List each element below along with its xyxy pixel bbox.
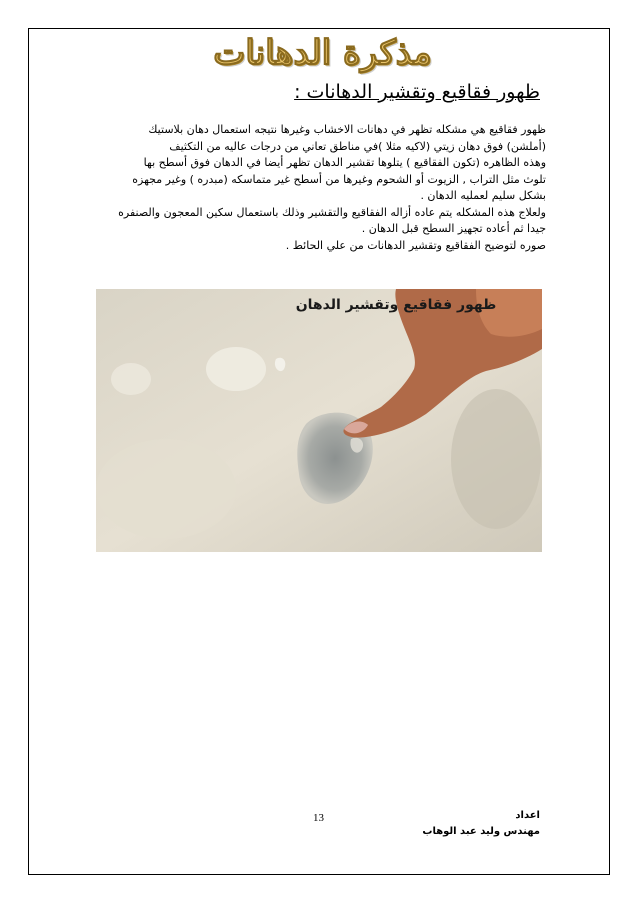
paragraph-line: تلوث مثل التراب , الزيوت أو الشحوم وغيرها من أسطح غير متماسكه (مبدره ) وغير مجهزه <box>132 172 546 186</box>
document-banner-title: مذكرة الدهانات <box>213 33 432 73</box>
author-name: مهندس وليد عبد الوهاب <box>422 826 540 837</box>
author-block <box>420 808 540 840</box>
paragraph-line: (أملشن) فوق دهان زيتي (لاكيه مثلا )في مناطق تعاني من درجات عاليه من التكثيف <box>169 139 546 153</box>
body-paragraphs <box>100 122 546 254</box>
section-heading: ظهور فقاقيع وتقشير الدهانات : <box>294 81 540 103</box>
photo-caption: ظهور فقاقيع وتقشير الدهان <box>295 297 497 313</box>
paragraph-line: ولعلاج هذه المشكله يتم عاده أزاله الفقاقيع والتقشير وذلك باستعمال سكين المعجون والصنفره <box>118 205 546 219</box>
paragraph-line: صوره لتوضيح الفقاقيع وتقشير الدهانات من علي الحائط . <box>285 238 546 252</box>
wall-peeling-photo <box>96 289 542 552</box>
paragraph-line: جيدا ثم أعاده تجهيز السطح قبل الدهان . <box>361 222 546 235</box>
paragraph-line: ظهور فقاقيع هي مشكله تظهر في دهانات الاخشاب وغيرها نتيجه استعمال دهان بلاستيك <box>148 123 546 136</box>
paragraph-line: بشكل سليم لعمليه الدهان . <box>420 189 546 202</box>
photo-illustration <box>96 289 542 552</box>
page-number: 13 <box>313 812 324 824</box>
paragraph-line: وهذه الظاهره (تكون الفقاقيع ) يتلوها تقشير الدهان تظهر أيضا في الدهان فوق أسطح بها <box>143 156 546 169</box>
prepared-by-label: اعداد <box>515 810 540 821</box>
